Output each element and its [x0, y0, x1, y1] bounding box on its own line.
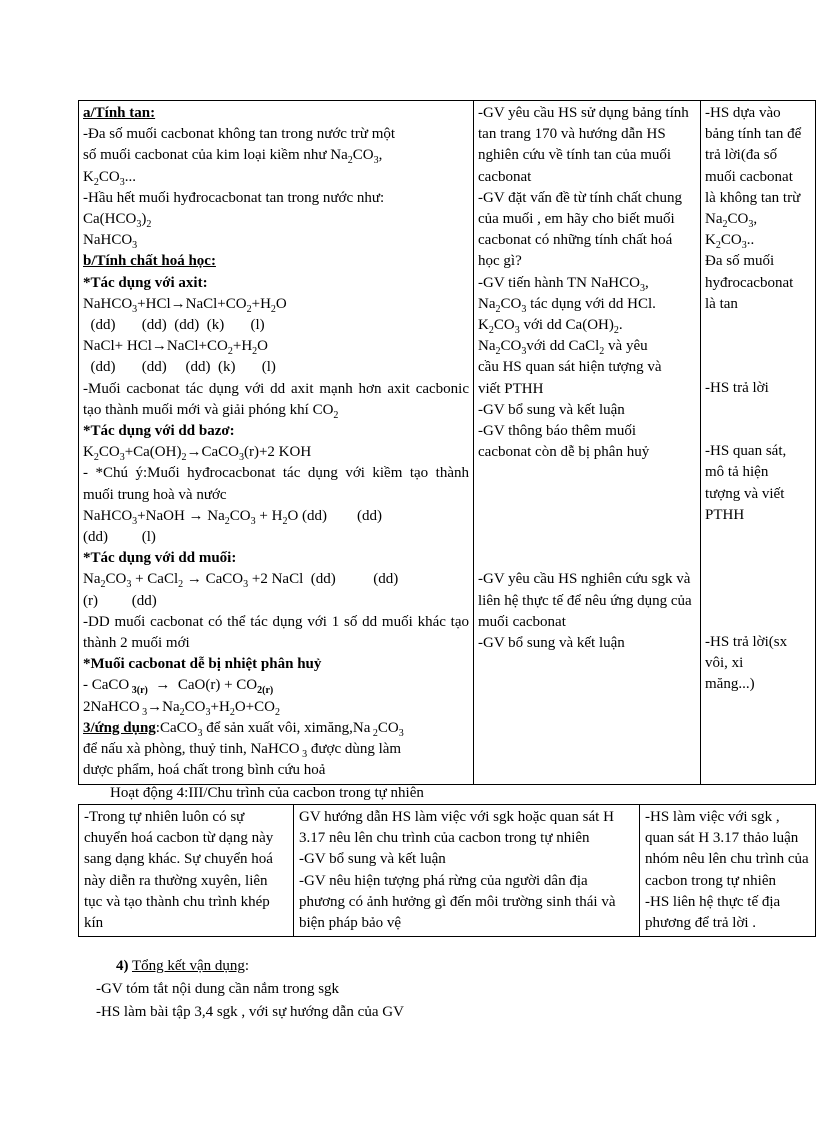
- text-line: $Na_2CO_3với$ dd CaCl$_2$ và yêu: [478, 338, 648, 358]
- text-line: là tan: [705, 295, 738, 312]
- arrow-icon: →: [183, 571, 206, 588]
- text-line: -HS trả lời(sx: [705, 634, 788, 651]
- text-line: là không tan trừ: [705, 189, 801, 206]
- text-line: -Hầu hết muối hyđrocacbonat tan trong nước như:: [83, 189, 385, 206]
- paragraph: -GV bổ sung và kết luận: [299, 851, 446, 868]
- paragraph: GV hướng dẫn HS làm việc với sgk hoặc quan sát H 3.17 nêu lên chu trình của cacbon trong tự nhiên: [299, 809, 614, 847]
- student-column: [701, 101, 816, 785]
- student-cell: [640, 805, 816, 937]
- text-line: cầu HS quan sát hiện tượng và: [478, 359, 662, 376]
- paragraph: -Muối cacbonat tác dụng với dd axit mạnh hơn axit cacbonic tạo thành muối mới và giải phóng khí $CO_2$: [83, 380, 469, 421]
- text-line: -HS trả lời: [705, 380, 769, 397]
- paragraph: -GV yêu cầu HS sử dụng bảng tính tan trang 170 và hướng dẫn HS nghiên cứu về tính tan của muối cacbonat: [478, 105, 689, 185]
- text-line: số muối cacbonat của kim loại kiềm như $Na_2CO_3$,: [83, 147, 383, 167]
- text-line: -Đa số muối cacbonat không tan trong nước trừ một: [83, 126, 396, 143]
- arrow-icon: →: [186, 444, 202, 461]
- formula-line: $K_2CO_3$...: [83, 168, 136, 188]
- text-line: -GV thông báo thêm muối: [478, 423, 637, 440]
- text-line: Đa số muối: [705, 253, 775, 270]
- text-line: -GV bổ sung và kết luận: [478, 635, 625, 652]
- content-column: [79, 101, 474, 785]
- text-line: tượng và viết: [705, 485, 785, 502]
- text-line: -HS dựa vào: [705, 105, 781, 121]
- section-b-title: b/Tính chất hoá học:: [83, 253, 216, 270]
- text-line: dược phẩm, hoá chất trong bình cứu hoả: [83, 762, 326, 779]
- text-line: vôi, xi: [705, 655, 744, 672]
- summary-heading: 4) Tổng kết vận dụng:: [116, 958, 250, 974]
- paragraph: -GV đặt vấn đề từ tính chất chung của muối , em hãy cho biết muối cacbonat có những tính chất hoá học gì?: [478, 189, 683, 270]
- summary-line: -HS làm bài tập 3,4 sgk , với sự hướng dẫn của GV: [96, 1004, 404, 1020]
- text-line: $K_2CO_3$ với dd $Ca(OH)_2$.: [478, 317, 623, 337]
- summary-line: -GV tóm tắt nội dung cần nắm trong sgk: [96, 981, 340, 997]
- text-line: -GV tiến hành TN NaHCO$_3$,: [478, 274, 649, 294]
- paragraph: -Trong tự nhiên luôn có sự chuyển hoá cacbon từ dạng này sang dạng khác. Sự chuyển hoá này diễn ra thường xuyên, liên tục và tạo thành chu trình khép kín: [84, 809, 274, 932]
- text-line: viết PTHH: [478, 380, 544, 397]
- arrow-icon: →: [147, 698, 163, 715]
- subheading: *Muối cacbonat dễ bị nhiệt phân huỷ: [83, 656, 322, 673]
- paragraph: - *Chú ý:Muối hyđrocacbonat tác dụng với kiềm tạo thành muối trung hoà và nước: [83, 465, 469, 503]
- summary-section: [96, 955, 404, 1024]
- arrow-icon: →: [188, 507, 204, 524]
- lesson-table: [78, 100, 816, 785]
- equation: $K_2CO_3+Ca(OH)_2\to CaCO_3(r)+2$ KOH: [83, 444, 312, 464]
- text-line: để nấu xà phòng, thuỷ tinh, NaHCO $_3$ được dùng làm: [83, 741, 402, 761]
- subheading: *Tác dụng với dd bazơ:: [83, 423, 235, 440]
- equation: $NaHCO_3+HCl\to NaCl+CO_2+H_2O$: [83, 295, 287, 315]
- equation: - CaCO $_{3(r)} \to CaO(r) + CO_{2(r)}$: [83, 677, 274, 697]
- equation: 2NaHCO $_3\to Na_2CO_3+H_2O+CO_2$: [83, 698, 280, 718]
- arrow-icon: →: [147, 677, 175, 694]
- text-line: măng...): [705, 676, 755, 693]
- equation: NaHCO$_3$+NaOH → $Na_2CO_3 + H_2O$ (dd) (dd): [83, 507, 383, 527]
- content-cell: [79, 805, 294, 937]
- paragraph: -GV yêu cầu HS nghiên cứu sgk và liên hệ thực tế để nêu ứng dụng của muối cacbonat: [478, 571, 692, 630]
- activity-heading: Hoạt động 4:III/Chu trình của cacbon trong tự nhiên: [110, 785, 424, 801]
- state-labels: (dd) (l): [83, 529, 156, 546]
- equation: $Na_2CO_3$ + CaCl$_2$ → CaCO$_3$ +2 NaCl (dd) (dd): [83, 571, 399, 591]
- arrow-icon: →: [170, 295, 186, 312]
- formula-line: NaHCO$_3$: [83, 232, 138, 252]
- text-line: muối cacbonat: [705, 168, 793, 185]
- paragraph: -HS làm việc với sgk , quan sát H 3.17 thảo luận nhóm nêu lên chu trình của cacbon trong tự nhiên: [645, 809, 809, 889]
- formula-line: $Ca(HCO_3)_2$: [83, 211, 152, 231]
- text-line: -HS quan sát,: [705, 443, 787, 460]
- text-line: PTHH: [705, 506, 745, 523]
- subheading: *Tác dụng với axit:: [83, 274, 208, 291]
- teacher-column: [474, 101, 701, 785]
- section-a-title: a/Tính tan:: [83, 105, 156, 121]
- text-line: mô tả hiện: [705, 464, 769, 481]
- carbon-cycle-table: [78, 804, 816, 937]
- formula-line: $K_2CO_3$..: [705, 232, 755, 252]
- text-line: -GV bổ sung và kết luận: [478, 401, 625, 418]
- section-c-title: 3/ứng dụng: [83, 719, 156, 736]
- formula-line: $Na_2CO_3$,: [705, 211, 758, 231]
- text-line: cacbonat còn dễ bị phân huỷ: [478, 444, 650, 461]
- teacher-cell: [294, 805, 640, 937]
- text-line: $Na_2CO_3$ tác dụng với dd HCl.: [478, 295, 656, 315]
- table-row: [79, 805, 816, 937]
- paragraph: -DD muối cacbonat có thể tác dụng với 1 số dd muối khác tạo thành 2 muối mới: [83, 613, 469, 652]
- state-labels: (r) (dd): [83, 592, 157, 609]
- lesson-row: [79, 101, 816, 785]
- paragraph: -HS liên hệ thực tế địa phương để trả lời .: [645, 893, 781, 932]
- text-line: trả lời(đa số: [705, 147, 778, 164]
- equation: NaCl+ $HCl\to NaCl+CO_2+H_2O$: [83, 338, 268, 358]
- paragraph: -GV nêu hiện tượng phá rừng của người dân địa phương có ảnh hưởng gì đến môi trường sinh thái và biện pháp bảo vệ: [299, 872, 616, 932]
- subheading: *Tác dụng với dd muối:: [83, 550, 237, 567]
- state-labels: (dd) (dd) (dd) (k) (l): [83, 317, 265, 334]
- state-labels: (dd) (dd) (dd) (k) (l): [83, 359, 276, 376]
- text-line: 3/ứng dụng:CaCO$_3$ để sản xuất vôi, ximăng,Na $_2CO_3$: [83, 719, 404, 739]
- arrow-icon: →: [151, 338, 167, 355]
- text-line: hyđrocacbonat: [705, 274, 794, 291]
- text-line: bảng tính tan để: [705, 126, 802, 143]
